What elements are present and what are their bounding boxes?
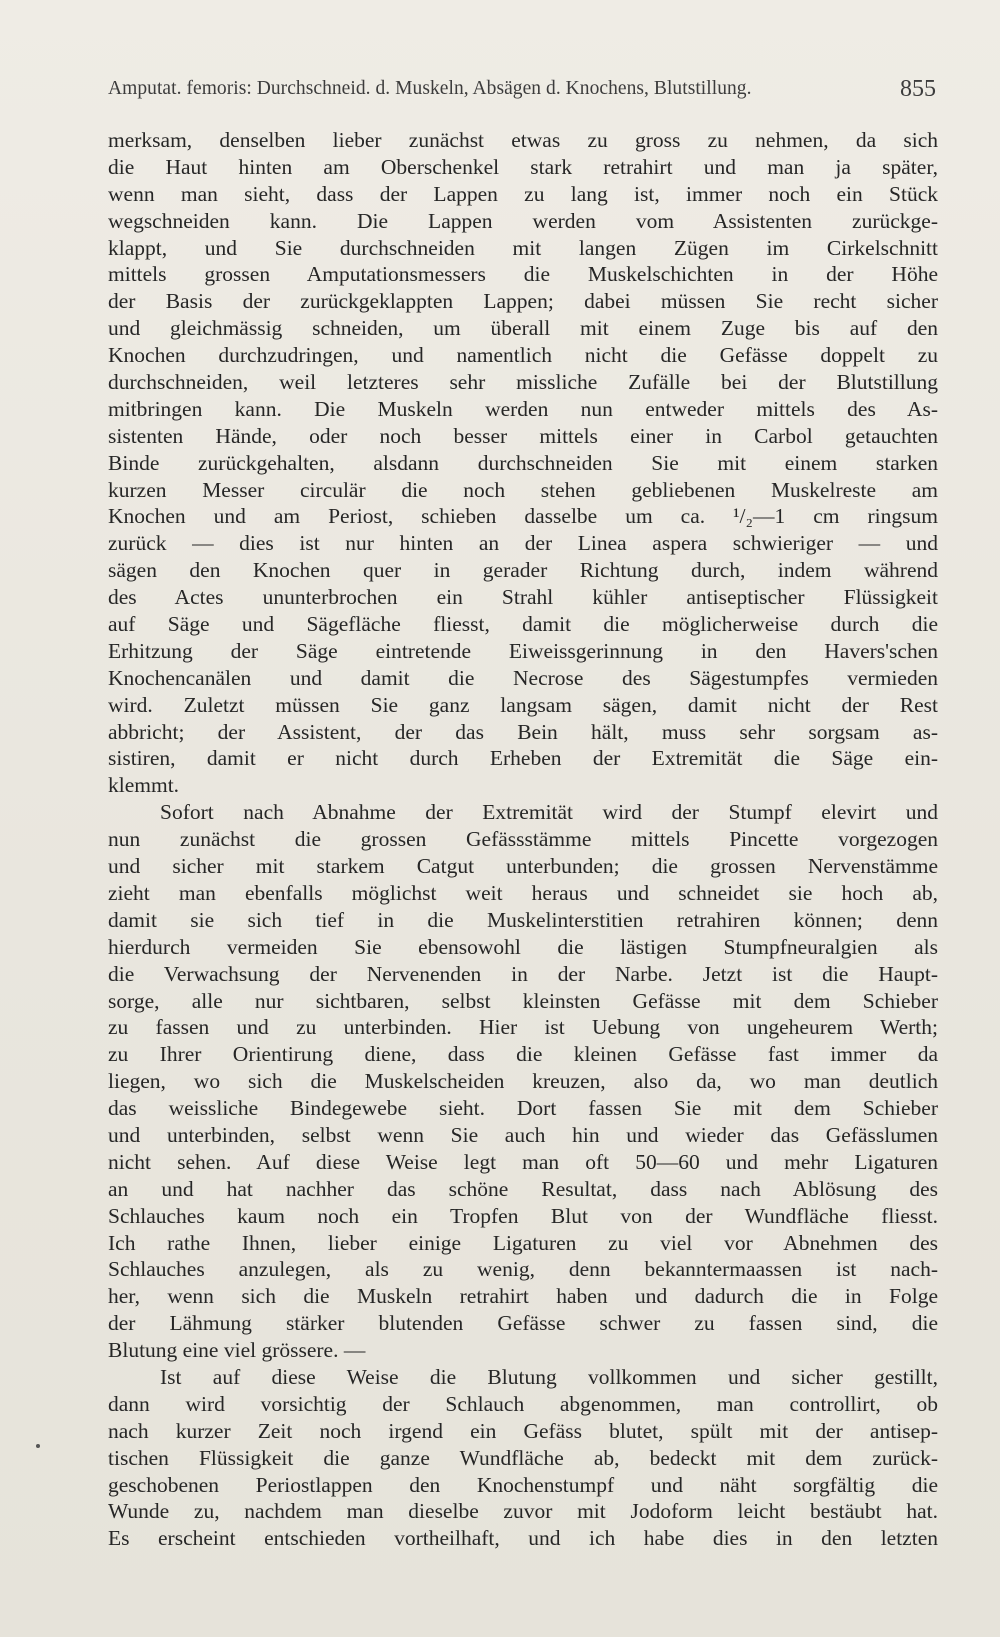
text-line: die Verwachsung der Nervenenden in der Narbe. Jetzt ist die Haupt- <box>108 961 938 986</box>
text-line: Knochen und am Periost, schieben dasselbe um ca. ¹/₂—1 cm ringsum <box>108 504 938 529</box>
text-line: her, wenn sich die Muskeln retrahirt haben und dadurch die in Folge <box>108 1284 938 1309</box>
text-line: sorge, alle nur sichtbaren, selbst kleinsten Gefässe mit dem Schieber <box>108 988 938 1013</box>
text-line: wird. Zuletzt müssen Sie ganz langsam sägen, damit nicht der Rest <box>108 692 938 717</box>
text-line: sistiren, damit er nicht durch Erheben der Extremität die Säge ein- <box>108 746 938 771</box>
text-line: klappt, und Sie durchschneiden mit langen Zügen im Cirkelschnitt <box>108 235 938 260</box>
text-line: und sicher mit starkem Catgut unterbunden; die grossen Nervenstämme <box>108 854 938 879</box>
text-line: durchschneiden, weil letzteres sehr missliche Zufälle bei der Blutstillung <box>108 370 938 395</box>
paragraph-first-line: Ist auf diese Weise die Blutung vollkommen und sicher gestillt, <box>160 1364 938 1389</box>
paragraph-end-line: Blutung eine viel grössere. — <box>108 1338 366 1363</box>
text-line: geschobenen Periostlappen den Knochenstumpf und näht sorgfältig die <box>108 1472 938 1497</box>
text-line: wegschneiden kann. Die Lappen werden vom Assistenten zurückge- <box>108 208 938 233</box>
text-line: der Basis der zurückgeklappten Lappen; dabei müssen Sie recht sicher <box>108 289 938 314</box>
text-line: Es erscheint entschieden vortheilhaft, und ich habe dies in den letzten <box>108 1526 938 1551</box>
text-line: auf Säge und Sägefläche fliesst, damit die möglicherweise durch die <box>108 612 938 637</box>
text-line: und unterbinden, selbst wenn Sie auch hin und wieder das Gefässlumen <box>108 1122 938 1147</box>
text-line: nach kurzer Zeit noch irgend ein Gefäss blutet, spült mit der antisep- <box>108 1418 938 1443</box>
text-line: mittels grossen Amputationsmessers die Muskelschichten in der Höhe <box>108 262 938 287</box>
text-line: merksam, denselben lieber zunächst etwas zu gross zu nehmen, da sich <box>108 128 938 152</box>
text-line: Binde zurückgehalten, alsdann durchschneiden Sie mit einem starken <box>108 450 938 475</box>
paragraph-first-line: Sofort nach Abnahme der Extremität wird der Stumpf elevirt und <box>160 800 938 825</box>
text-line: des Actes ununterbrochen ein Strahl kühler antiseptischer Flüssigkeit <box>108 585 938 610</box>
text-line: hierdurch vermeiden Sie ebensowohl die lästigen Stumpfneuralgien als <box>108 934 938 959</box>
text-line: nun zunächst die grossen Gefässstämme mittels Pincette vorgezogen <box>108 827 938 852</box>
text-line: Erhitzung der Säge eintretende Eiweissgerinnung in den Havers'schen <box>108 638 938 663</box>
text-line: an und hat nachher das schöne Resultat, dass nach Ablösung des <box>108 1176 938 1201</box>
text-line: kurzen Messer circulär die noch stehen gebliebenen Muskelreste am <box>108 477 938 502</box>
running-title: Amputat. femoris: Durchschneid. d. Muskeln, Absägen d. Knochens, Blutstillung. <box>108 78 752 99</box>
text-line: dann wird vorsichtig der Schlauch abgenommen, man controllirt, ob <box>108 1391 938 1416</box>
text-line: sägen den Knochen quer in gerader Richtung durch, indem während <box>108 558 938 583</box>
text-line: mitbringen kann. Die Muskeln werden nun entweder mittels des As- <box>108 396 938 421</box>
text-line: das weissliche Bindegewebe sieht. Dort fassen Sie mit dem Schieber <box>108 1096 938 1121</box>
text-line: Schlauches anzulegen, als zu wenig, denn bekanntermaassen ist nach- <box>108 1257 938 1282</box>
text-line: Schlauches kaum noch ein Tropfen Blut von der Wundfläche fliesst. <box>108 1203 938 1228</box>
text-line: und gleichmässig schneiden, um überall mit einem Zuge bis auf den <box>108 316 938 341</box>
body-text <box>108 127 938 1552</box>
paragraph-end-line: klemmt. <box>108 773 180 798</box>
page-number: 855 <box>900 76 936 102</box>
text-line: sistenten Hände, oder noch besser mittels einer in Carbol getauchten <box>108 423 938 448</box>
text-line: zieht man ebenfalls möglichst weit heraus und schneidet sie hoch ab, <box>108 880 938 905</box>
text-line: wenn man sieht, dass der Lappen zu lang ist, immer noch ein Stück <box>108 181 938 206</box>
text-line: zurück — dies ist nur hinten an der Linea aspera schwieriger — und <box>108 531 938 556</box>
text-line: Knochen durchzudringen, und namentlich nicht die Gefässe doppelt zu <box>108 343 938 368</box>
text-line: tischen Flüssigkeit die ganze Wundfläche ab, bedeckt mit dem zurück- <box>108 1445 938 1470</box>
text-line: damit sie sich tief in die Muskelinterstitien retrahiren können; denn <box>108 907 938 932</box>
ink-speck <box>36 1444 40 1448</box>
text-line: Ich rathe Ihnen, lieber einige Ligaturen zu viel vor Abnehmen des <box>108 1230 938 1255</box>
text-line: nicht sehen. Auf diese Weise legt man oft 50—60 und mehr Ligaturen <box>108 1149 938 1174</box>
text-line: liegen, wo sich die Muskelscheiden kreuzen, also da, wo man deutlich <box>108 1069 938 1094</box>
text-line: Wunde zu, nachdem man dieselbe zuvor mit Jodoform leicht bestäubt hat. <box>108 1499 938 1524</box>
text-line: der Lähmung stärker blutenden Gefässe schwer zu fassen sind, die <box>108 1311 938 1336</box>
text-line: Knochencanälen und damit die Necrose des Sägestumpfes vermieden <box>108 665 938 690</box>
text-line: zu Ihrer Orientirung diene, dass die kleinen Gefässe fast immer da <box>108 1042 938 1067</box>
text-line: zu fassen und zu unterbinden. Hier ist Uebung von ungeheurem Werth; <box>108 1015 938 1040</box>
running-head <box>108 78 936 108</box>
text-line: die Haut hinten am Oberschenkel stark retrahirt und man ja später, <box>108 154 938 179</box>
text-line: abbricht; der Assistent, der das Bein hält, muss sehr sorgsam as- <box>108 719 938 744</box>
